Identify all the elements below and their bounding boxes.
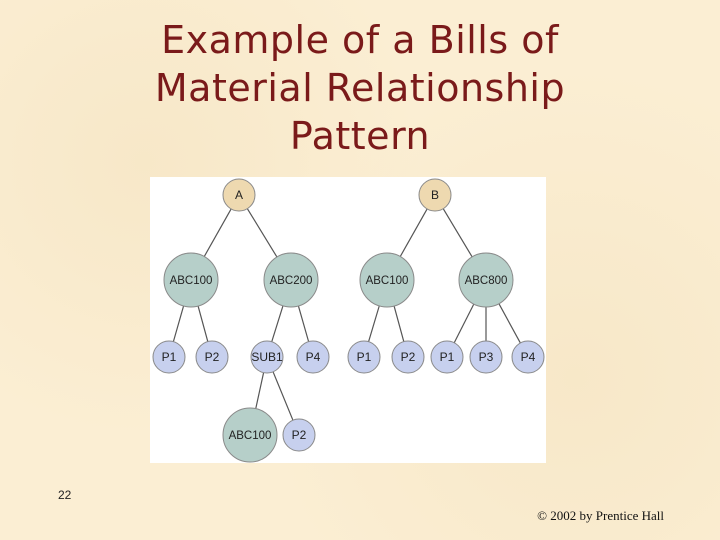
node-b_p2 bbox=[392, 341, 424, 373]
node-label: P4 bbox=[520, 350, 536, 364]
node-b8_p4 bbox=[512, 341, 544, 373]
node-label: B bbox=[430, 188, 440, 202]
slide-number: 22 bbox=[58, 488, 72, 502]
node-label: P1 bbox=[356, 350, 372, 364]
edge-a-to-a_abc200 bbox=[247, 209, 277, 257]
node-label: P4 bbox=[305, 350, 321, 364]
bom-diagram-svg bbox=[150, 177, 546, 463]
node-label: ABC800 bbox=[464, 275, 508, 287]
node-b8_p1 bbox=[431, 341, 463, 373]
title-line-1: Example of a Bills of bbox=[161, 18, 559, 62]
node-label: A bbox=[234, 188, 244, 202]
node-label: P1 bbox=[439, 350, 455, 364]
node-label: P1 bbox=[161, 350, 177, 364]
edge-b-to-b_abc800 bbox=[443, 209, 472, 257]
node-a bbox=[223, 179, 255, 211]
node-label: SUB1 bbox=[251, 350, 283, 364]
node-b_p1 bbox=[348, 341, 380, 373]
copyright-notice: © 2002 by Prentice Hall bbox=[537, 508, 664, 523]
edge-b_abc800-to-b8_p4 bbox=[499, 304, 520, 343]
node-sub1 bbox=[251, 341, 283, 373]
node-a_p2 bbox=[196, 341, 228, 373]
node-b_abc100 bbox=[360, 253, 414, 307]
node-label: ABC100 bbox=[169, 275, 213, 287]
edge-b_abc100-to-b_p1 bbox=[369, 306, 380, 342]
node-a_abc100 bbox=[164, 253, 218, 307]
bom-diagram bbox=[150, 177, 546, 463]
slide-title bbox=[0, 16, 720, 160]
node-b_abc800 bbox=[459, 253, 513, 307]
edge-b_abc800-to-b8_p1 bbox=[454, 304, 474, 343]
node-label: ABC100 bbox=[228, 430, 272, 442]
node-s_abc100 bbox=[223, 408, 277, 462]
edge-a_abc200-to-sub1 bbox=[272, 306, 283, 342]
node-a_p1 bbox=[153, 341, 185, 373]
node-b bbox=[419, 179, 451, 211]
node-label: ABC200 bbox=[269, 275, 313, 287]
edge-a_abc200-to-a_p4 bbox=[298, 306, 308, 342]
edge-a_abc100-to-a_p1 bbox=[173, 306, 183, 342]
node-b8_p3 bbox=[470, 341, 502, 373]
title-line-2: Material Relationship bbox=[154, 66, 566, 110]
node-label: P2 bbox=[291, 428, 307, 442]
title-line-3: Pattern bbox=[289, 114, 431, 158]
node-a_p4 bbox=[297, 341, 329, 373]
node-s_p2 bbox=[283, 419, 315, 451]
edge-sub1-to-s_abc100 bbox=[256, 373, 264, 409]
edge-a_abc100-to-a_p2 bbox=[198, 306, 208, 342]
edge-sub1-to-s_p2 bbox=[273, 372, 293, 420]
node-label: P3 bbox=[478, 350, 494, 364]
node-label: P2 bbox=[204, 350, 220, 364]
node-label: P2 bbox=[400, 350, 416, 364]
edge-b_abc100-to-b_p2 bbox=[394, 306, 404, 342]
node-a_abc200 bbox=[264, 253, 318, 307]
node-label: ABC100 bbox=[365, 275, 409, 287]
edge-b-to-b_abc100 bbox=[400, 209, 427, 257]
edge-a-to-a_abc100 bbox=[204, 209, 231, 257]
